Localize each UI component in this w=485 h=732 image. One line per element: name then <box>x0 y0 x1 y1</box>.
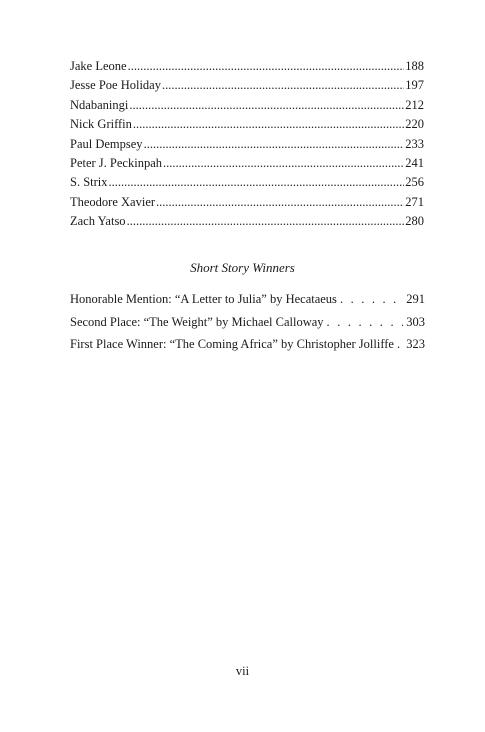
dot-leader <box>340 288 403 311</box>
toc-entry-name: Honorable Mention: “A Letter to Julia” by Hecataeus <box>70 292 337 306</box>
toc-entry[interactable] <box>70 333 425 356</box>
toc-entry-name: S. Strix <box>70 175 108 190</box>
toc-entry-page: 233 <box>405 136 424 151</box>
toc-entry-name: Theodore Xavier <box>70 194 156 209</box>
toc-entry-name: Ndabaningi <box>70 97 129 112</box>
toc-entry-page: 212 <box>405 97 424 112</box>
dot-leader <box>156 193 404 212</box>
dot-leader <box>162 76 404 95</box>
dot-leader <box>133 115 404 134</box>
toc-entry[interactable] <box>70 115 424 134</box>
toc-entry-page: 188 <box>405 59 424 73</box>
toc-entry-page: 241 <box>405 155 424 170</box>
dot-leader <box>144 135 405 154</box>
dot-leader <box>109 173 405 192</box>
toc-entry-page: 291 <box>406 292 425 306</box>
toc-entry[interactable] <box>70 154 424 173</box>
toc-entry-page: 303 <box>406 314 425 329</box>
toc-entry[interactable] <box>70 212 424 231</box>
toc-entry-name: Jesse Poe Holiday <box>70 78 161 93</box>
dot-leader <box>128 57 405 76</box>
dot-leader <box>127 212 405 231</box>
toc-entry-name: Jake Leone <box>70 59 127 73</box>
toc-entry[interactable] <box>70 96 424 115</box>
toc-entry-name: Second Place: “The Weight” by Michael Calloway <box>70 314 324 329</box>
short-story-toc <box>70 288 425 356</box>
toc-entry-name: Paul Dempsey <box>70 136 143 151</box>
toc-entry[interactable] <box>70 288 425 311</box>
contributors-toc <box>70 57 424 232</box>
toc-entry-name: First Place Winner: “The Coming Africa” by Christopher Jolliffe <box>70 337 394 351</box>
toc-entry[interactable] <box>70 173 424 192</box>
toc-entry[interactable] <box>70 193 424 212</box>
dot-leader <box>129 96 404 115</box>
toc-entry-page: 271 <box>405 194 424 209</box>
dot-leader <box>163 154 404 173</box>
section-heading: Short Story Winners <box>190 260 295 275</box>
toc-entry-page: 256 <box>405 175 424 190</box>
page-number: vii <box>235 664 250 678</box>
toc-entry-name: Zach Yatso <box>70 214 126 229</box>
dot-leader <box>397 333 403 356</box>
toc-entry[interactable] <box>70 311 425 334</box>
toc-entry-page: 220 <box>405 117 424 132</box>
toc-entry[interactable] <box>70 76 424 95</box>
toc-entry-name: Nick Griffin <box>70 117 132 132</box>
toc-entry-name: Peter J. Peckinpah <box>70 155 162 170</box>
toc-entry-page: 197 <box>405 78 424 93</box>
toc-entry[interactable] <box>70 135 424 154</box>
toc-entry-page: 280 <box>405 214 424 229</box>
toc-entry-page: 323 <box>406 337 425 351</box>
toc-entry[interactable] <box>70 57 424 76</box>
dot-leader <box>327 311 404 334</box>
